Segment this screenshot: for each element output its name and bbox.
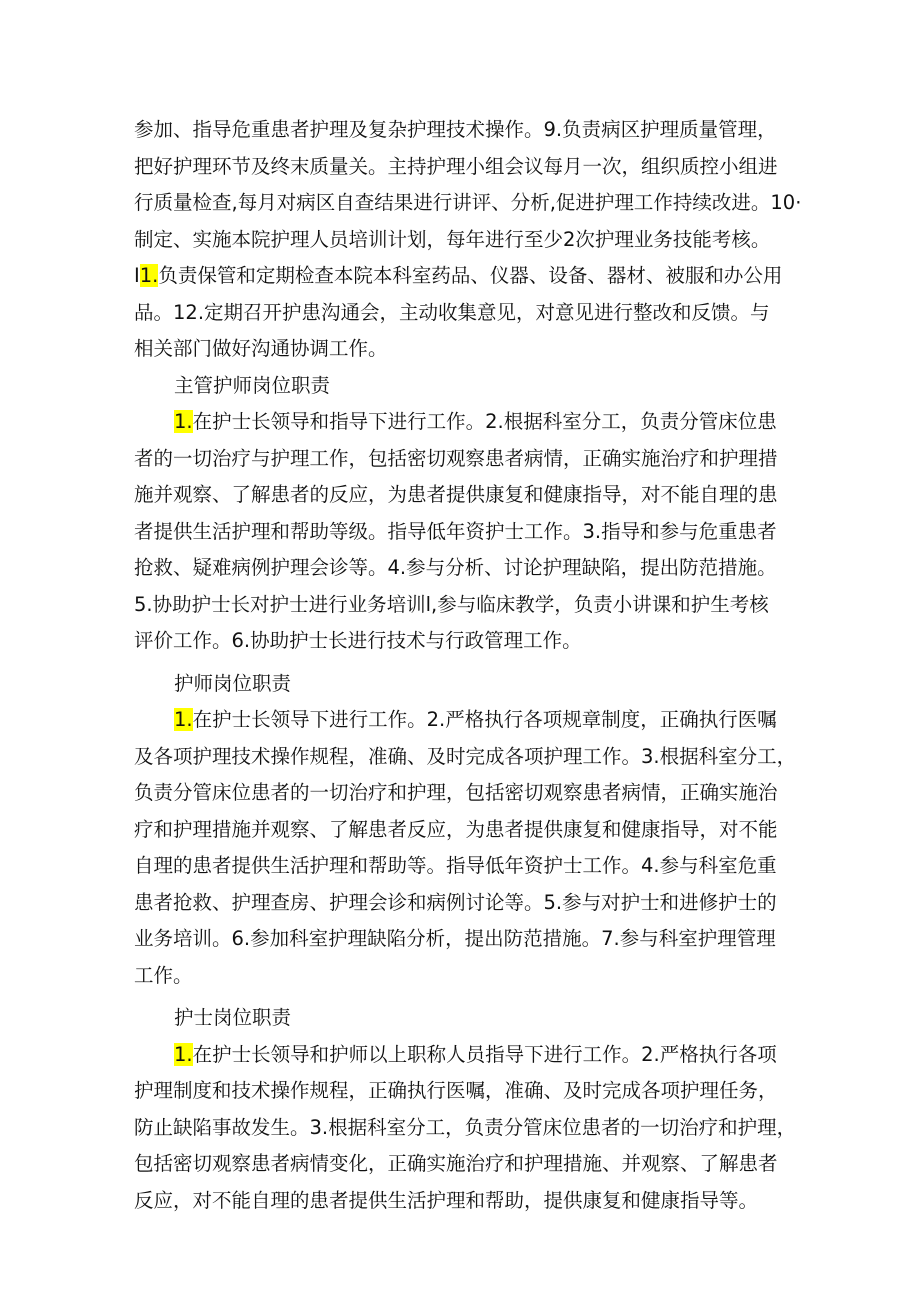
section-nurse-duties [134, 1000, 797, 1219]
paragraph-line: 防止缺陷事故发生。3.根据科室分工，负责分管床位患者的一切治疗和护理， [134, 1115, 797, 1139]
paragraph-line: 反应，对不能自理的患者提供生活护理和帮助，提供康复和健康指导等。 [134, 1188, 759, 1212]
paragraph-line: 患者抢救、护理查房、护理会诊和病例讨论等。5.参与对护士和进修护士的 [134, 890, 777, 914]
paragraph-line: 相关部门做好沟通协调工作。 [134, 337, 388, 360]
paragraph-line: 疗和护理措施并观察、了解患者反应，为患者提供康复和健康指导，对不能 [134, 817, 778, 841]
section-heading: 护士岗位职责 [174, 1006, 292, 1029]
line-text: 负责保管和定期检查本院本科室药品、仪器、设备、器材、被服和办公用 [158, 264, 783, 287]
highlighted-number: 1. [174, 1042, 193, 1066]
line-prefix: I [134, 264, 140, 287]
paragraph-line: 工作。 [134, 963, 193, 987]
paragraph-line: 负责分管床位患者的一切治疗和护理，包括密切观察患者病情，正确实施治 [134, 781, 778, 804]
paragraph-line: 自理的患者提供生活护理和帮助等。指导低年资护士工作。4.参与科室危重 [134, 854, 777, 877]
line-text: 在护士长领导和护师以上职称人员指导下进行工作。2.严格执行各项 [192, 1042, 777, 1066]
paragraph-line: 者提供生活护理和帮助等级。指导低年资护士工作。3.指导和参与危重患者 [134, 519, 777, 543]
paragraph-line: 制定、实施本院护理人员培训计划，每年进行至少2次护理业务技能考核。 [134, 227, 771, 251]
section-heading: 护师岗位职责 [174, 671, 292, 695]
paragraph-line: 品。12.定期召开护患沟通会，主动收集意见，对意见进行整改和反馈。与 [134, 300, 770, 324]
paragraph-first-line [134, 404, 794, 441]
paragraph-line: 评价工作。6.协助护士长进行技术与行政管理工作。 [134, 629, 582, 652]
section-head-nurse-duties-continued [134, 112, 802, 368]
paragraph-line: 5.协助护士长对护士进行业务培训l,参与临床教学，负责小讲课和护生考核 [134, 592, 769, 616]
paragraph-line: 参加、指导危重患者护理及复杂护理技术操作。9.负责病区护理质量管理， [134, 118, 777, 141]
highlighted-number: 1. [139, 264, 159, 287]
paragraph-line: 护理制度和技术操作规程，正确执行医嘱，准确、及时完成各项护理任务， [134, 1079, 778, 1102]
highlighted-number: 1. [174, 410, 193, 433]
line-text: 在护士长领导下进行工作。2.严格执行各项规章制度，正确执行医嘱 [192, 708, 777, 731]
paragraph-line: 包括密切观察患者病情变化，正确实施治疗和护理措施、并观察、了解患者 [134, 1152, 778, 1175]
line-text: 在护士长领导和指导下进行工作。2.根据科室分工，负责分管床位患 [192, 410, 777, 433]
paragraph-line [134, 258, 794, 295]
paragraph-line: 及各项护理技术操作规程，准确、及时完成各项护理工作。3.根据科室分工， [134, 744, 797, 768]
paragraph-line: 业务培训。6.参加科室护理缺陷分析，提出防范措施。7.参与科室护理管理 [134, 927, 776, 950]
paragraph-line: 抢救、疑难病例护理会诊等。4.参与分析、讨论护理缺陷，提出防范措施。 [134, 556, 777, 579]
paragraph-first-line [134, 1037, 794, 1074]
document-page [134, 112, 802, 1219]
section-heading: 主管护师岗位职责 [174, 373, 331, 397]
paragraph-line: 施并观察、了解患者的反应，为患者提供康复和健康指导，对不能自理的患 [134, 483, 778, 506]
paragraph-first-line [134, 702, 794, 739]
paragraph-line: 者的一切治疗与护理工作，包括密切观察患者病情，正确实施治疗和护理措 [134, 446, 778, 470]
paragraph-line: 行质量检查,每月对病区自查结果进行讲评、分析,促进护理工作持续改进。10· [134, 191, 802, 214]
section-nurse-practitioner-duties [134, 666, 797, 995]
section-senior-nurse-duties [134, 368, 794, 660]
highlighted-number: 1. [174, 708, 193, 731]
paragraph-line: 把好护理环节及终末质量关。主持护理小组会议每月一次，组织质控小组进 [134, 154, 778, 178]
